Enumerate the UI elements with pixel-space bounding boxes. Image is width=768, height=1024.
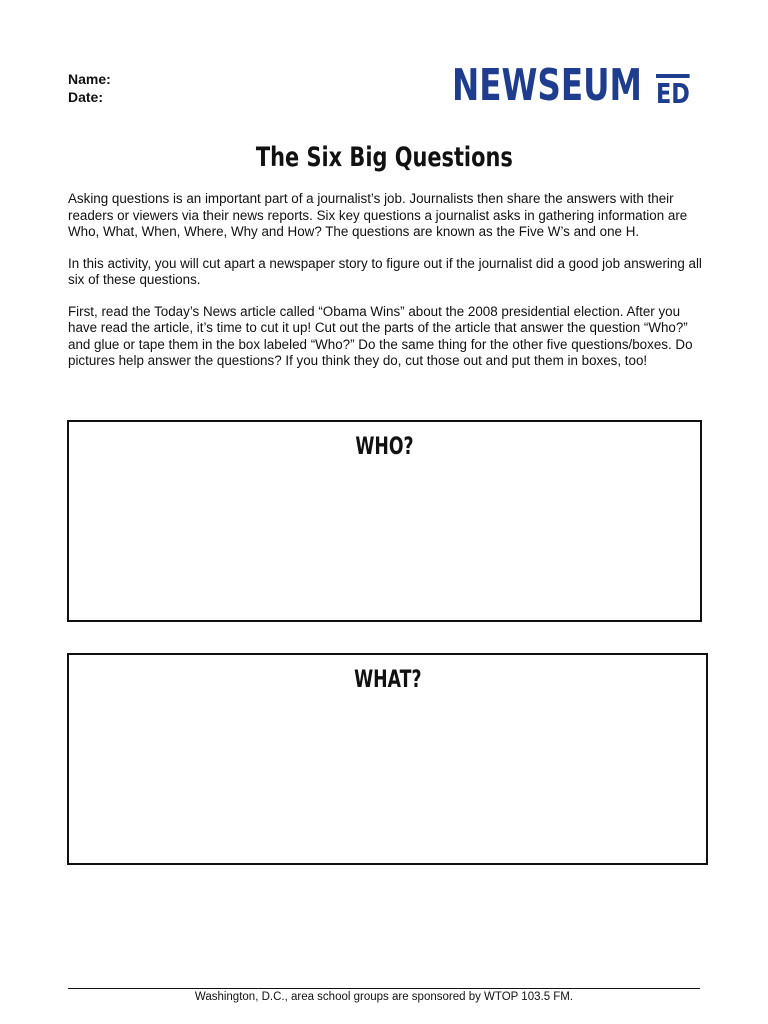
name-label: Name:: [68, 71, 111, 87]
newseum-ed-logo: [452, 62, 698, 110]
what-box-label-text: WHAT?: [353, 665, 422, 693]
paragraph-directions: First, read the Today’s News article called “Obama Wins” about the 2008 presidential election. After you have read the article, it’s time to cut it up! Cut out the parts of the article that answer the question “Who?” and glue or tape them in the box labeled “Who?” Do the same thing for the other five questions/boxes. Do pictures help answer the questions? If you think they do, cut those out and put them in boxes, too!: [68, 303, 693, 368]
page-title-text: The Six Big Questions: [255, 142, 513, 173]
page-title: [0, 142, 768, 173]
footer-text: Washington, D.C., area school groups are sponsored by WTOP 103.5 FM.: [194, 991, 574, 1003]
who-box-label: [69, 432, 700, 460]
logo-main-text: NEWSEUM: [452, 60, 642, 111]
logo-suffix-text: ED: [656, 74, 690, 108]
who-box: [67, 420, 702, 622]
instructions: [68, 191, 708, 385]
name-date-fields: [68, 70, 111, 106]
who-box-label-text: WHO?: [355, 432, 414, 460]
paragraph-activity: In this activity, you will cut apart a newspaper story to figure out if the journalist did a good job answering all six of these questions.: [68, 255, 702, 287]
what-box-label: [69, 665, 706, 693]
what-box: [67, 653, 708, 865]
footer-divider: [68, 988, 700, 989]
date-label: Date:: [68, 89, 104, 105]
paragraph-intro: Asking questions is an important part of a journalist’s job. Journalists then share the answers with their readers or viewers via their news reports. Six key questions a journalist asks in gathering information are Who, What, When, Where, Why and How? The questions are known as the Five W’s and one H.: [68, 191, 688, 239]
